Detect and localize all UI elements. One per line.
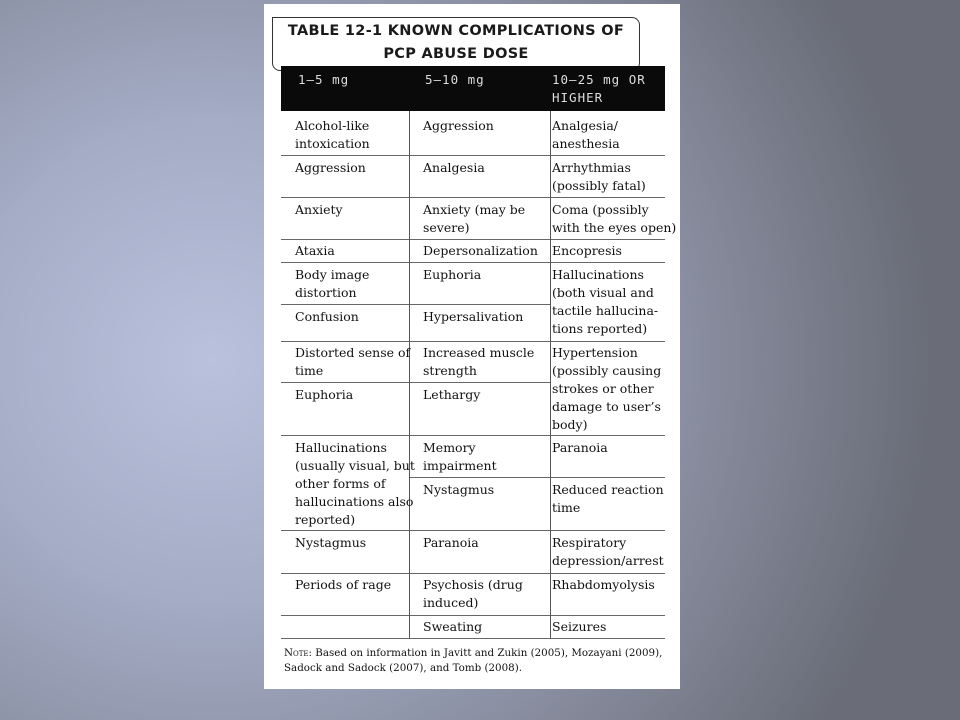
cell-col3: Hypertension (possibly causing strokes or other damage to user’s body) [552, 345, 662, 432]
cell-col2: Sweating [423, 619, 483, 634]
row-line [281, 615, 665, 616]
cell-col3: Paranoia [552, 440, 608, 455]
table-title-box [272, 17, 640, 71]
column-line [550, 111, 551, 638]
row-line [281, 435, 665, 436]
cell-col2: Increased muscle strength [423, 345, 535, 378]
note-text: Based on information in Javitt and Zukin (2005), Mozayani (2009), Sadock and Sadock (2007), and Tomb (2008). [284, 647, 663, 674]
header-col3: 10–25 mg OR HIGHER [552, 72, 646, 105]
cell-col3: Reduced reaction time [552, 482, 664, 515]
row-line [281, 573, 665, 574]
cell-col2: Memory impairment [423, 440, 497, 473]
cell-col1: Ataxia [295, 243, 335, 258]
cell-col1: Distorted sense of time [295, 345, 411, 378]
cell-col1: Alcohol-like intoxication [295, 118, 370, 151]
cell-col2: Nystagmus [423, 482, 495, 497]
cell-col1: Body image distortion [295, 267, 370, 300]
table-header-bar [281, 66, 665, 111]
cell-col2: Analgesia [423, 160, 485, 175]
cell-col2: Lethargy [423, 387, 481, 402]
cell-col1: Aggression [295, 160, 366, 175]
row-line [281, 304, 551, 305]
cell-col1: Anxiety [295, 202, 343, 217]
cell-col2: Hypersalivation [423, 309, 524, 324]
table-title-line1: TABLE 12-1 KNOWN COMPLICATIONS OF [287, 23, 625, 39]
cell-col3: Coma (possibly with the eyes open) [552, 202, 677, 235]
row-line [281, 530, 665, 531]
cell-col1: Hallucinations (usually visual, but other forms of hallucinations also reported) [295, 440, 415, 527]
row-line [281, 197, 665, 198]
row-line [281, 239, 665, 240]
cell-col1: Euphoria [295, 387, 354, 402]
cell-col3: Arrhythmias (possibly fatal) [552, 160, 646, 193]
document-page [264, 4, 680, 689]
header-col2: 5–10 mg [425, 72, 485, 87]
row-line [281, 638, 665, 639]
cell-col3: Seizures [552, 619, 607, 634]
cell-col1: Nystagmus [295, 535, 367, 550]
row-line [409, 477, 665, 478]
cell-col2: Euphoria [423, 267, 482, 282]
cell-col3: Rhabdomyolysis [552, 577, 655, 592]
note-label: Note: [284, 647, 312, 659]
cell-col1: Confusion [295, 309, 359, 324]
row-line [281, 341, 665, 342]
table-title-line2: PCP ABUSE DOSE [383, 46, 529, 62]
row-line [281, 382, 551, 383]
cell-col2: Aggression [423, 118, 494, 133]
cell-col3: Analgesia/ anesthesia [552, 118, 620, 151]
cell-col3: Respiratory depression/arrest [552, 535, 664, 568]
cell-col2: Depersonalization [423, 243, 538, 258]
cell-col3: Encopresis [552, 243, 622, 258]
table-note [284, 646, 676, 676]
cell-col2: Paranoia [423, 535, 479, 550]
cell-col3: Hallucinations (both visual and tactile hallucina- tions reported) [552, 267, 659, 336]
cell-col2: Anxiety (may be severe) [423, 202, 526, 235]
cell-col1: Periods of rage [295, 577, 392, 592]
row-line [281, 155, 665, 156]
header-col1: 1–5 mg [298, 72, 350, 87]
cell-col2: Psychosis (drug induced) [423, 577, 523, 610]
row-line [281, 262, 665, 263]
